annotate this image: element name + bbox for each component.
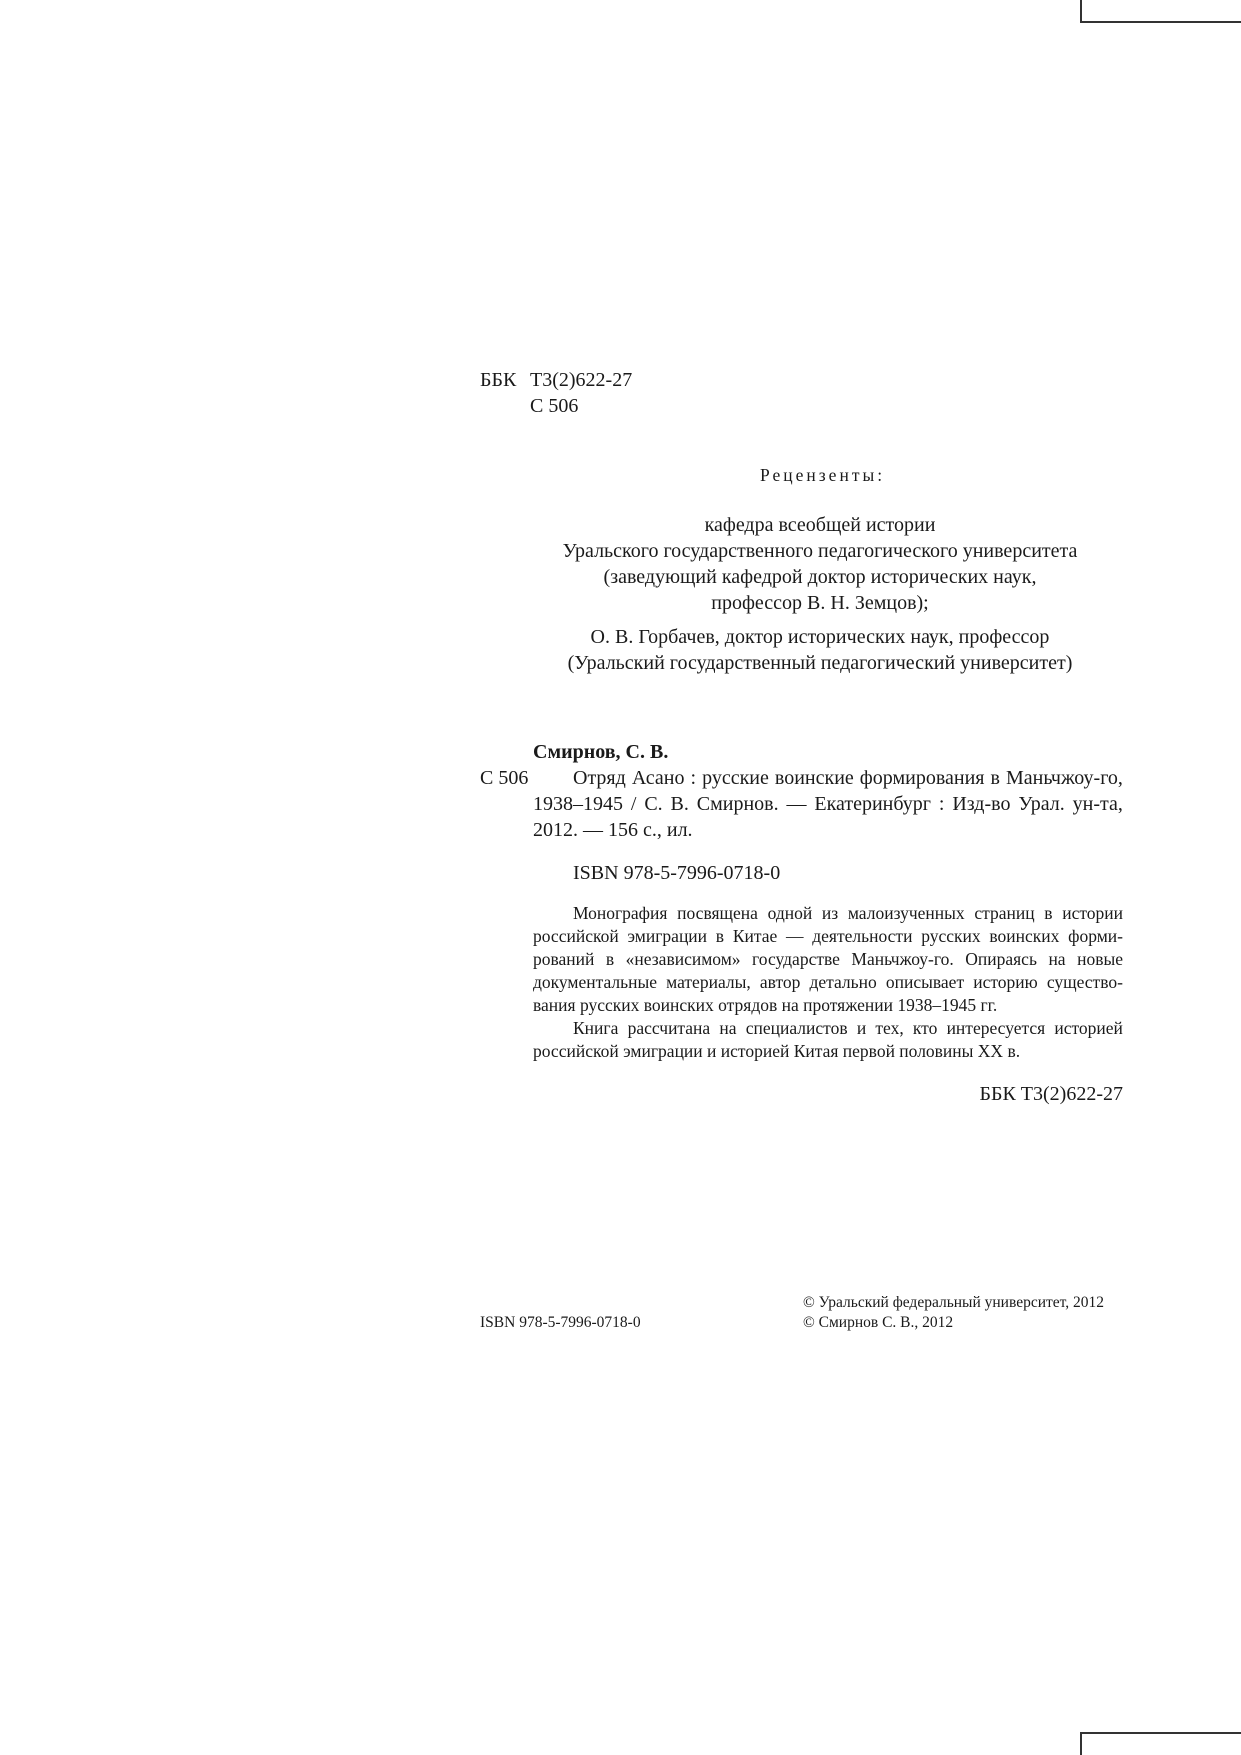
annotation-line-6-word: интересуется	[946, 1018, 1046, 1038]
title-line-1-word: :	[690, 767, 697, 789]
annotation-line-4-word: существо-	[1046, 972, 1123, 992]
annotation-line-3-word: «независимом»	[625, 949, 741, 969]
title-line-1-word: в	[990, 767, 1000, 789]
annotation-line-4-word: описывает	[885, 972, 965, 992]
title-line-1-word: русские	[702, 767, 769, 789]
title-line-2-word: Смирнов.	[696, 793, 779, 815]
catalog-title-line-3: 2012. — 156 с., ил.	[533, 819, 693, 841]
title-line-2-word: Изд-во	[952, 793, 1011, 815]
catalog-author: Смирнов, С. В.	[533, 741, 669, 763]
annotation-line-6-word: историей	[1054, 1018, 1123, 1038]
title-line-2-word: В.	[670, 793, 689, 815]
annotation-line-3-word: в	[605, 949, 615, 969]
annotation-line-4-word: материалы,	[666, 972, 751, 992]
annotation-line-6-word: и	[856, 1018, 867, 1038]
annotation-line-5: вания русских воинских отрядов на протяжении 1938–1945 гг.	[533, 995, 998, 1015]
annotation-line-1-word: в	[1044, 903, 1053, 923]
annotation-line-1-word: малоизученных	[847, 903, 965, 923]
catalog-isbn: ISBN 978-5-7996-0718-0	[573, 862, 781, 884]
reviewer-block-1	[520, 512, 1120, 616]
annotation-line-2-word: форми-	[1068, 926, 1123, 946]
copyright-line-2: © Смирнов С. В., 2012	[803, 1314, 954, 1331]
annotation-line-7: российской эмиграции и историей Китая первой половины ХХ в.	[533, 1041, 1021, 1061]
catalog-title-line-2	[533, 791, 1123, 817]
reviewer-1-line-4: профессор В. Н. Земцов);	[711, 592, 929, 614]
annotation-line-4-word: историю	[973, 972, 1038, 992]
title-line-1-word: Асано	[631, 767, 685, 789]
annotation-line-2-word: деятельности	[812, 926, 913, 946]
reviewer-1-line-3: (заведующий кафедрой доктор исторических наук,	[603, 566, 1037, 588]
annotation-line-6-word: тех,	[875, 1018, 904, 1038]
annotation-line-2-word: эмиграции	[627, 926, 708, 946]
title-line-1-word: Маньчжоу-го,	[1005, 767, 1123, 789]
title-line-1-word: формирования	[859, 767, 985, 789]
catalog-sign: С 506	[480, 767, 529, 789]
title-line-1-word: воинские	[774, 767, 854, 789]
title-line-2-word: Урал.	[1018, 793, 1065, 815]
annotation-line-1-word: одной	[767, 903, 813, 923]
crop-mark-top-horizontal	[1080, 21, 1241, 23]
annotation-line-3-word: рований	[533, 949, 595, 969]
annotation-line-2	[533, 925, 1123, 948]
annotation-line-1-word: страниц	[974, 903, 1035, 923]
annotation-line-4	[533, 971, 1123, 994]
annotation-line-3-word: Опираясь	[965, 949, 1037, 969]
annotation-line-1	[573, 902, 1123, 925]
reviewer-block-2	[520, 624, 1120, 676]
title-line-2-word: С.	[644, 793, 663, 815]
annotation-line-1-word: Монография	[573, 903, 668, 923]
annotation-line-2-word: Китае	[732, 926, 778, 946]
reviewer-2-line-1: О. В. Горбачев, доктор исторических наук, профессор	[590, 626, 1050, 648]
reviewer-2-line-2: (Уральский государственный педагогический университет)	[567, 652, 1073, 674]
copyright-line-1: © Уральский федеральный университет, 2012	[803, 1294, 1105, 1311]
annotation-line-6-word: рассчитана	[627, 1018, 711, 1038]
annotation-line-4-word: автор	[759, 972, 801, 992]
author-sign: С 506	[530, 395, 579, 417]
isbn-bottom: ISBN 978-5-7996-0718-0	[480, 1314, 641, 1331]
annotation-line-2-word: в	[715, 926, 725, 946]
bbk-footer: ББК Т3(2)622-27	[979, 1083, 1123, 1105]
title-line-2-word: 1938–1945	[533, 793, 623, 815]
annotation-line-1-word: истории	[1062, 903, 1123, 923]
annotation-line-6-word: специалистов	[745, 1018, 848, 1038]
annotation-line-3-word: Маньчжоу-го.	[851, 949, 954, 969]
annotation-line-2-word: —	[786, 926, 804, 946]
annotation-line-1-word: из	[821, 903, 839, 923]
catalog-title-line-1	[573, 765, 1123, 791]
title-line-2-word: ун-та,	[1072, 793, 1123, 815]
title-line-2-word: —	[786, 793, 807, 815]
reviewer-1-line-2: Уральского государственного педагогического университета	[562, 540, 1078, 562]
annotation-line-6	[573, 1017, 1123, 1040]
title-line-2-word: /	[630, 793, 637, 815]
reviewer-1-line-1: кафедра всеобщей истории	[704, 514, 936, 536]
annotation-line-3-word: государстве	[752, 949, 840, 969]
annotation-line-6-word: Книга	[573, 1018, 619, 1038]
annotation-line-2-word: воинских	[989, 926, 1060, 946]
annotation-line-1-word: посвящена	[677, 903, 758, 923]
annotation-line-3-word: новые	[1077, 949, 1123, 969]
title-line-2-word: Екатеринбург	[814, 793, 931, 815]
crop-mark-bottom-horizontal	[1080, 1732, 1241, 1734]
reviewers-heading: Рецензенты:	[760, 465, 886, 485]
title-line-2-word: :	[938, 793, 945, 815]
bbk-label: ББК	[480, 369, 517, 391]
annotation-line-3-word: на	[1048, 949, 1066, 969]
annotation-line-2-word: российской	[533, 926, 619, 946]
annotation-line-3	[533, 948, 1123, 971]
annotation-line-4-word: документальные	[533, 972, 658, 992]
annotation-line-4-word: детально	[809, 972, 877, 992]
title-line-1-word: Отряд	[573, 767, 626, 789]
annotation-line-2-word: русских	[921, 926, 981, 946]
crop-mark-top-vertical	[1080, 0, 1082, 22]
crop-mark-bottom-vertical	[1080, 1732, 1082, 1755]
bbk-code: Т3(2)622-27	[530, 369, 633, 391]
annotation-line-6-word: на	[719, 1018, 737, 1038]
annotation-line-6-word: кто	[912, 1018, 938, 1038]
